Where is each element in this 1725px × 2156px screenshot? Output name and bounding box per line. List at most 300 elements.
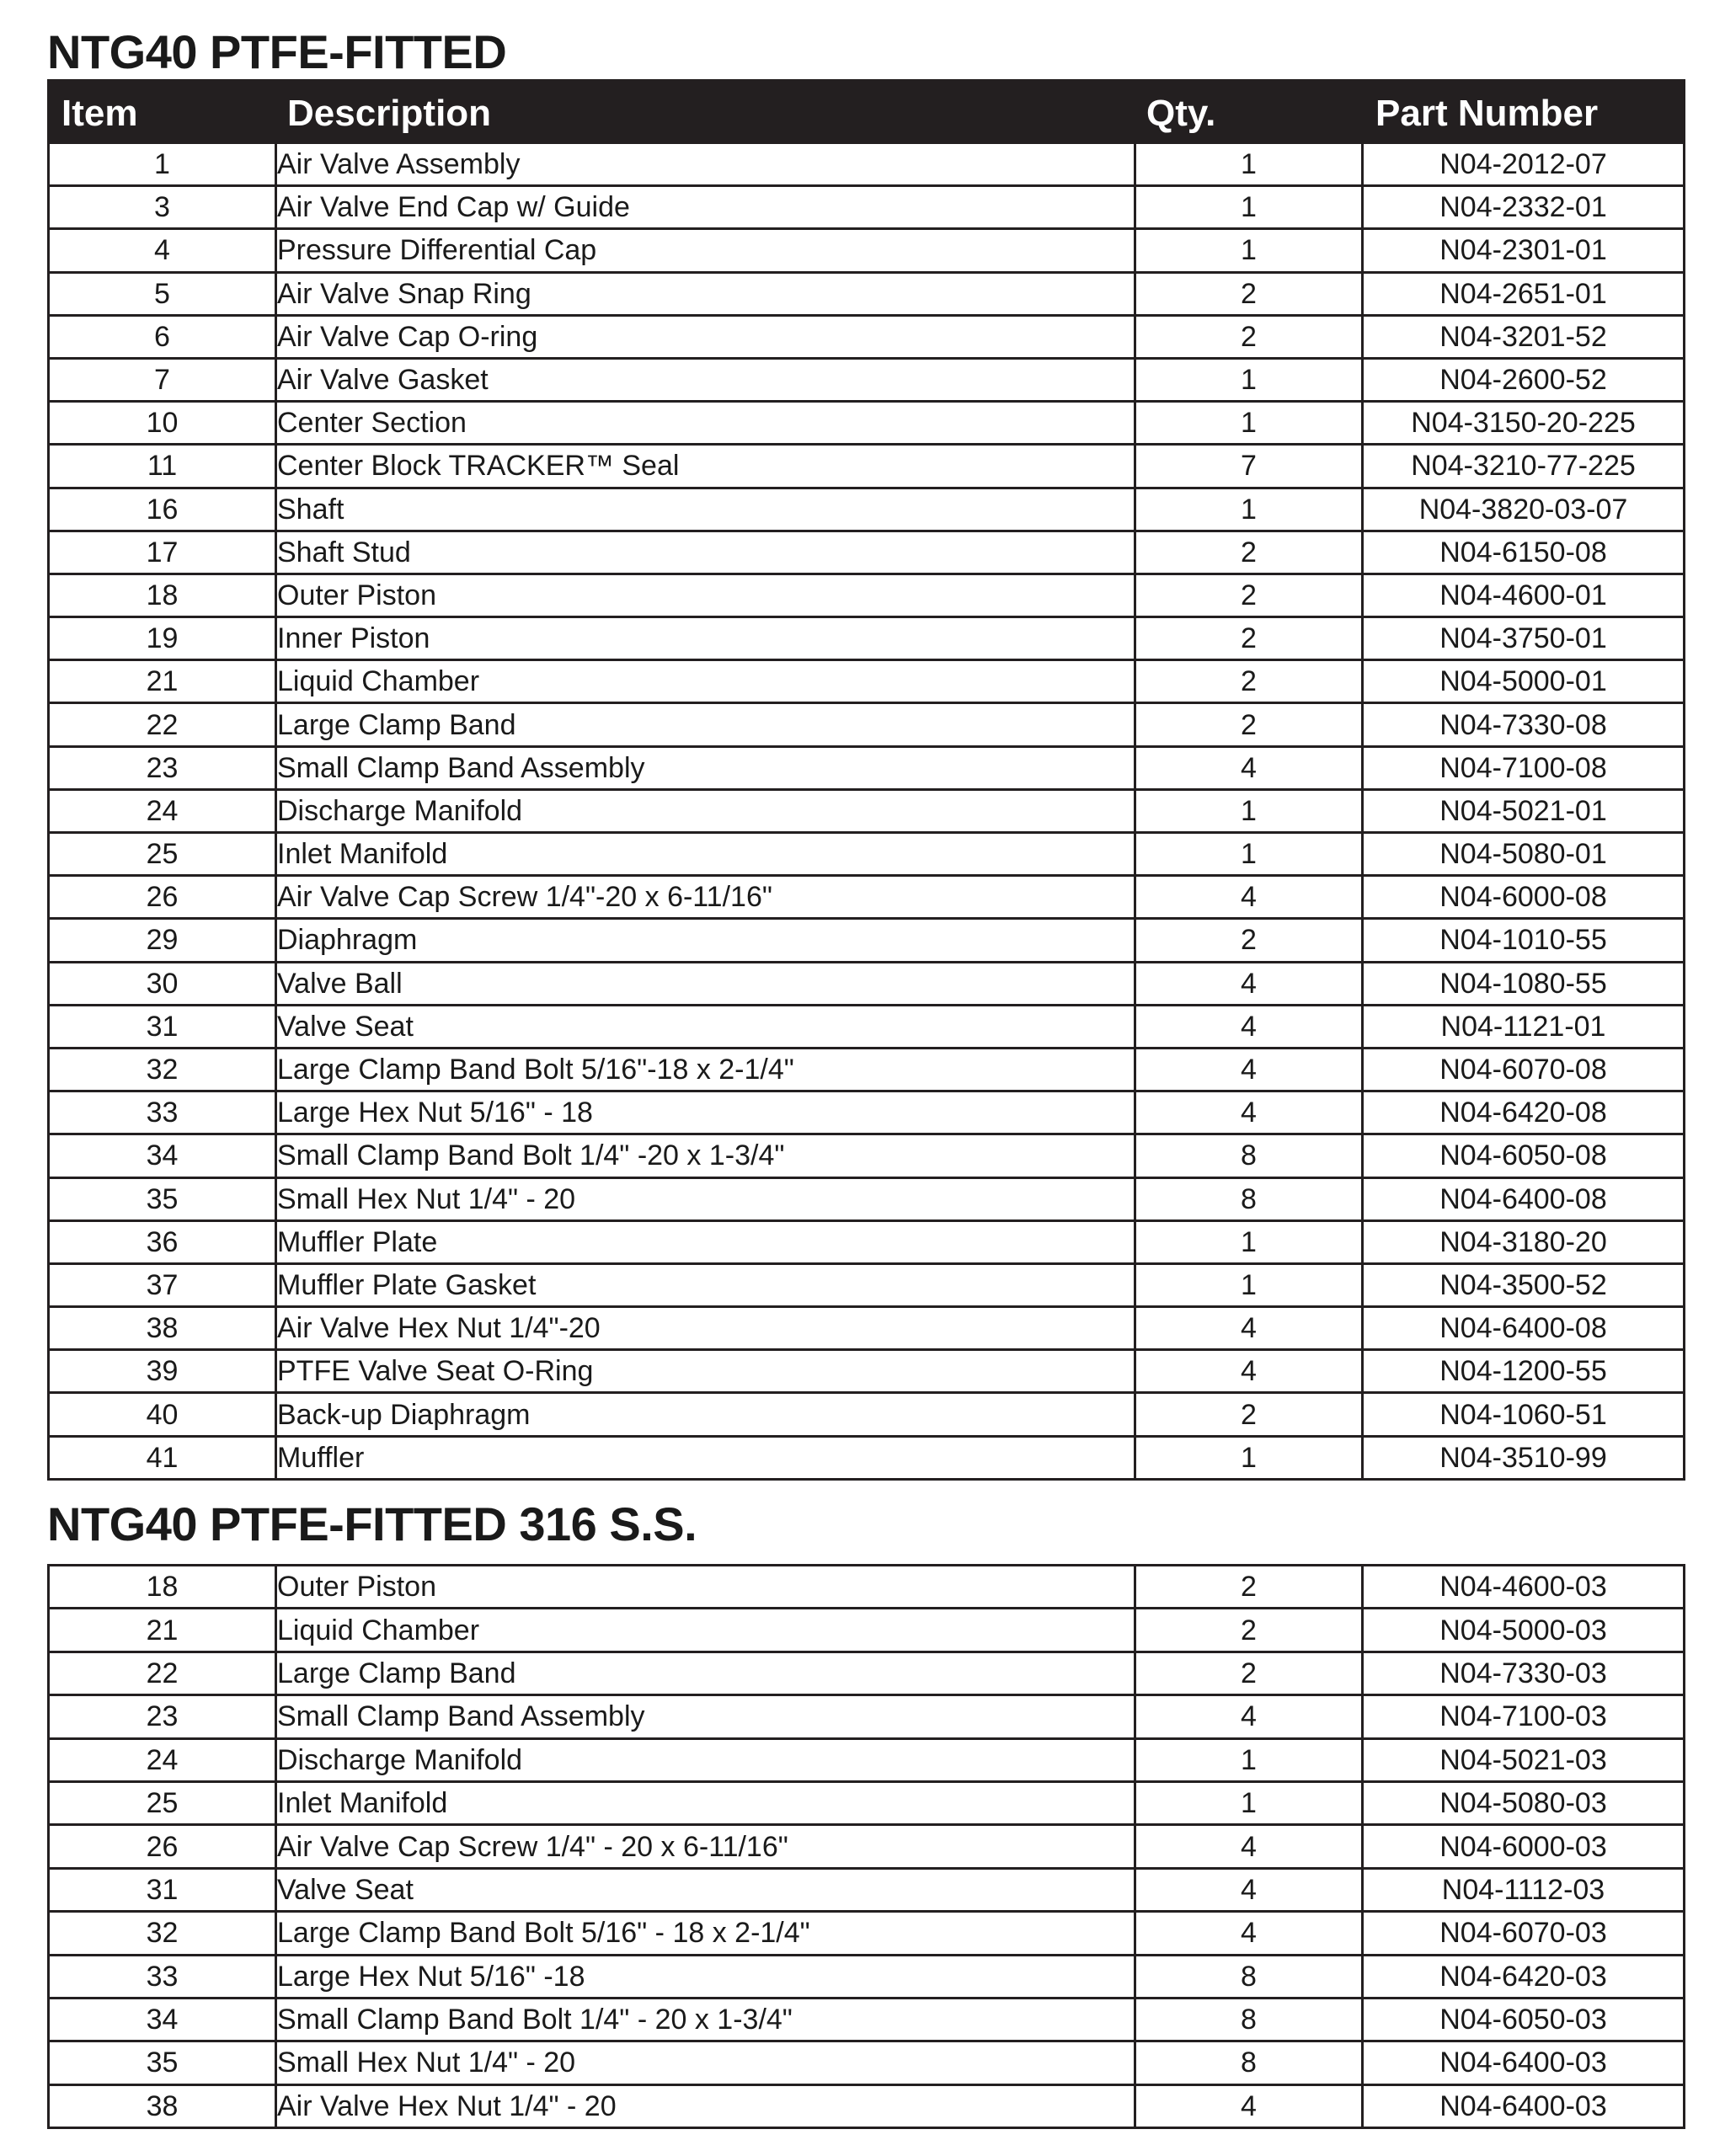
cell-part-number-text: N04-6420-03 [1439, 1960, 1607, 1993]
cell-item-text: 7 [154, 364, 170, 397]
table-row [49, 1566, 1685, 1609]
cell-qty-text: 4 [1241, 1873, 1257, 1906]
cell-description-text: Valve Ball [277, 967, 403, 1000]
cell-description [276, 1177, 1135, 1220]
table-row [49, 1393, 1685, 1436]
cell-qty [1135, 2084, 1363, 2127]
cell-description [276, 1781, 1135, 1824]
cell-qty-text: 1 [1241, 364, 1257, 397]
cell-part-number-text: N04-2301-01 [1439, 234, 1607, 267]
cell-description [276, 315, 1135, 358]
cell-qty-text: 1 [1241, 234, 1257, 267]
cell-item-text: 16 [146, 493, 179, 526]
cell-part-number [1363, 1177, 1685, 1220]
cell-part-number-text: N04-5021-01 [1439, 794, 1607, 827]
cell-description [276, 1609, 1135, 1652]
cell-qty [1135, 1436, 1363, 1479]
cell-description [276, 1912, 1135, 1955]
cell-qty [1135, 617, 1363, 660]
cell-qty-text: 1 [1241, 1225, 1257, 1258]
section-title-ptfe-fitted: NTG40 PTFE-FITTED [47, 25, 507, 78]
cell-part-number [1363, 186, 1685, 229]
cell-qty [1135, 876, 1363, 919]
table-row [49, 1609, 1685, 1652]
cell-qty [1135, 1005, 1363, 1048]
cell-qty [1135, 789, 1363, 832]
table-row [49, 1177, 1685, 1220]
table-row [49, 2084, 1685, 2127]
cell-part-number-text: N04-1060-51 [1439, 1398, 1607, 1431]
cell-qty-text: 2 [1241, 320, 1257, 353]
cell-qty [1135, 660, 1363, 703]
cell-item-text: 26 [146, 881, 179, 914]
cell-part-number [1363, 1868, 1685, 1911]
cell-qty [1135, 962, 1363, 1005]
cell-description [276, 1220, 1135, 1263]
table-row [49, 229, 1685, 272]
cell-item-text: 17 [146, 536, 179, 568]
cell-part-number-text: N04-2600-52 [1439, 364, 1607, 397]
cell-description [276, 1263, 1135, 1306]
cell-item [49, 789, 276, 832]
table-row [49, 1436, 1685, 1479]
cell-item [49, 1220, 276, 1263]
cell-description [276, 1566, 1135, 1609]
cell-description-text: Small Clamp Band Bolt 1/4" -20 x 1-3/4" [277, 1139, 785, 1172]
cell-description [276, 445, 1135, 488]
table-row [49, 574, 1685, 616]
cell-part-number-text: N04-6150-08 [1439, 536, 1607, 568]
cell-description [276, 186, 1135, 229]
table-row [49, 402, 1685, 445]
cell-part-number [1363, 1393, 1685, 1436]
cell-part-number [1363, 445, 1685, 488]
cell-item-text: 22 [146, 1657, 179, 1689]
cell-qty-text: 4 [1241, 881, 1257, 914]
cell-item-text: 34 [146, 2004, 179, 2036]
cell-part-number [1363, 962, 1685, 1005]
cell-part-number-text: N04-6050-03 [1439, 2004, 1607, 2036]
cell-qty [1135, 445, 1363, 488]
cell-description [276, 402, 1135, 445]
cell-qty-text: 2 [1241, 1657, 1257, 1689]
cell-part-number-text: N04-3510-99 [1439, 1441, 1607, 1474]
cell-part-number [1363, 1005, 1685, 1048]
cell-description [276, 703, 1135, 746]
cell-item-text: 4 [154, 234, 170, 267]
cell-qty-text: 2 [1241, 665, 1257, 698]
cell-part-number-text: N04-1010-55 [1439, 924, 1607, 957]
table-row [49, 1350, 1685, 1393]
section-title-ptfe-fitted-316ss: NTG40 PTFE-FITTED 316 S.S. [47, 1497, 697, 1550]
cell-description [276, 1005, 1135, 1048]
cell-part-number-text: N04-5080-03 [1439, 1787, 1607, 1820]
cell-qty [1135, 1307, 1363, 1350]
cell-description-text: Shaft Stud [277, 536, 411, 568]
cell-qty [1135, 1134, 1363, 1177]
cell-part-number [1363, 1220, 1685, 1263]
cell-part-number [1363, 1307, 1685, 1350]
cell-description [276, 660, 1135, 703]
cell-description [276, 1868, 1135, 1911]
cell-description-text: Air Valve Gasket [277, 364, 489, 397]
cell-description-text: Large Hex Nut 5/16" -18 [277, 1960, 585, 1993]
cell-qty-text: 8 [1241, 1182, 1257, 1215]
cell-description-text: Liquid Chamber [277, 1614, 480, 1646]
cell-item [49, 876, 276, 919]
cell-item-text: 23 [146, 1700, 179, 1733]
cell-part-number [1363, 919, 1685, 962]
cell-part-number [1363, 876, 1685, 919]
cell-part-number [1363, 143, 1685, 186]
cell-description [276, 833, 1135, 876]
cell-item [49, 1350, 276, 1393]
cell-description-text: Air Valve Hex Nut 1/4"-20 [277, 1312, 601, 1345]
cell-qty-text: 4 [1241, 1010, 1257, 1043]
cell-description-text: Muffler Plate Gasket [277, 1268, 537, 1301]
cell-description-text: Center Block TRACKER™ Seal [277, 450, 680, 483]
cell-qty [1135, 531, 1363, 574]
cell-part-number-text: N04-5021-03 [1439, 1743, 1607, 1776]
cell-item [49, 1393, 276, 1436]
table-row [49, 962, 1685, 1005]
cell-item [49, 445, 276, 488]
cell-part-number [1363, 746, 1685, 789]
cell-qty-text: 4 [1241, 967, 1257, 1000]
cell-qty [1135, 1652, 1363, 1694]
cell-qty-text: 4 [1241, 2089, 1257, 2122]
cell-description-text: Air Valve Snap Ring [277, 277, 531, 310]
cell-qty [1135, 1350, 1363, 1393]
cell-description-text: Small Clamp Band Assembly [277, 1700, 645, 1733]
cell-description-text: Inner Piston [277, 622, 430, 655]
cell-qty-text: 4 [1241, 1830, 1257, 1863]
table-row [49, 531, 1685, 574]
cell-part-number-text: N04-2332-01 [1439, 191, 1607, 224]
cell-qty-text: 2 [1241, 277, 1257, 310]
cell-qty [1135, 1955, 1363, 1998]
cell-description-text: Air Valve Cap Screw 1/4"-20 x 6-11/16" [277, 881, 772, 914]
cell-part-number [1363, 1738, 1685, 1781]
cell-part-number-text: N04-6070-03 [1439, 1917, 1607, 1950]
cell-item [49, 660, 276, 703]
cell-part-number [1363, 789, 1685, 832]
cell-qty [1135, 272, 1363, 315]
cell-description [276, 746, 1135, 789]
cell-item [49, 1048, 276, 1091]
cell-item-text: 11 [147, 450, 178, 483]
cell-part-number [1363, 1609, 1685, 1652]
cell-item [49, 1436, 276, 1479]
cell-description-text: Pressure Differential Cap [277, 234, 597, 267]
cell-part-number-text: N04-7100-08 [1439, 751, 1607, 784]
table-row [49, 1825, 1685, 1868]
cell-description-text: PTFE Valve Seat O-Ring [277, 1355, 594, 1388]
cell-qty-text: 1 [1241, 407, 1257, 440]
cell-part-number-text: N04-3500-52 [1439, 1268, 1607, 1301]
cell-qty [1135, 1177, 1363, 1220]
cell-item-text: 26 [146, 1830, 179, 1863]
cell-part-number-text: N04-6400-03 [1439, 2089, 1607, 2122]
cell-qty-text: 2 [1241, 536, 1257, 568]
cell-item [49, 2041, 276, 2084]
cell-part-number-text: N04-6070-08 [1439, 1054, 1607, 1086]
cell-part-number-text: N04-6420-08 [1439, 1097, 1607, 1129]
cell-item-text: 32 [146, 1054, 179, 1086]
cell-part-number [1363, 2084, 1685, 2127]
cell-description-text: Valve Seat [277, 1010, 414, 1043]
cell-qty-text: 2 [1241, 708, 1257, 741]
table-row [49, 2041, 1685, 2084]
cell-item-text: 36 [146, 1225, 179, 1258]
cell-part-number [1363, 358, 1685, 401]
cell-qty [1135, 746, 1363, 789]
cell-qty-text: 8 [1241, 2004, 1257, 2036]
table-row [49, 143, 1685, 186]
cell-part-number-text: N04-4600-01 [1439, 579, 1607, 611]
cell-description-text: Liquid Chamber [277, 665, 480, 698]
cell-part-number [1363, 1134, 1685, 1177]
cell-description-text: Air Valve Hex Nut 1/4" - 20 [277, 2089, 617, 2122]
table-row [49, 1048, 1685, 1091]
cell-item-text: 22 [146, 708, 179, 741]
table-row [49, 315, 1685, 358]
cell-qty [1135, 358, 1363, 401]
cell-description [276, 919, 1135, 962]
cell-description [276, 1652, 1135, 1694]
cell-part-number [1363, 1955, 1685, 1998]
cell-part-number-text: N04-5000-03 [1439, 1614, 1607, 1646]
cell-item-text: 37 [146, 1268, 179, 1301]
cell-description [276, 1825, 1135, 1868]
cell-part-number [1363, 272, 1685, 315]
cell-description-text: Discharge Manifold [277, 794, 523, 827]
cell-item [49, 1652, 276, 1694]
cell-item-text: 23 [146, 751, 179, 784]
cell-item-text: 6 [154, 320, 170, 353]
cell-description-text: Air Valve Cap O-ring [277, 320, 538, 353]
cell-description [276, 962, 1135, 1005]
cell-part-number-text: N04-2012-07 [1439, 148, 1607, 181]
table-row [49, 833, 1685, 876]
cell-description [276, 1955, 1135, 1998]
table-row [49, 1263, 1685, 1306]
table-row [49, 1738, 1685, 1781]
cell-qty-text: 7 [1241, 450, 1257, 483]
cell-qty [1135, 488, 1363, 531]
cell-part-number [1363, 1263, 1685, 1306]
cell-item [49, 1091, 276, 1134]
cell-part-number-text: N04-7330-03 [1439, 1657, 1607, 1689]
table-row [49, 1005, 1685, 1048]
cell-item-text: 1 [154, 148, 170, 181]
table-body [49, 1566, 1685, 2128]
cell-description-text: Small Hex Nut 1/4" - 20 [277, 2047, 576, 2079]
cell-part-number-text: N04-4600-03 [1439, 1571, 1607, 1604]
cell-description [276, 1350, 1135, 1393]
cell-part-number [1363, 660, 1685, 703]
cell-item [49, 1263, 276, 1306]
cell-item-text: 29 [146, 924, 179, 957]
cell-item-text: 30 [146, 967, 179, 1000]
cell-item [49, 1177, 276, 1220]
header-item: Item [49, 81, 276, 143]
cell-part-number [1363, 703, 1685, 746]
cell-qty-text: 1 [1241, 794, 1257, 827]
cell-part-number-text: N04-1112-03 [1441, 1873, 1605, 1906]
cell-part-number [1363, 1695, 1685, 1738]
cell-qty [1135, 1091, 1363, 1134]
cell-part-number [1363, 1652, 1685, 1694]
cell-part-number [1363, 1048, 1685, 1091]
cell-part-number-text: N04-5000-01 [1439, 665, 1607, 698]
table-row [49, 617, 1685, 660]
cell-item [49, 143, 276, 186]
cell-item [49, 1609, 276, 1652]
cell-description [276, 1048, 1135, 1091]
cell-item-text: 31 [146, 1010, 179, 1043]
cell-item-text: 39 [146, 1355, 179, 1388]
cell-item [49, 1781, 276, 1824]
table-row [49, 358, 1685, 401]
cell-part-number-text: N04-6400-08 [1439, 1182, 1607, 1215]
table-row [49, 1695, 1685, 1738]
cell-item-text: 21 [146, 665, 179, 698]
cell-description-text: Inlet Manifold [277, 1787, 448, 1820]
cell-item [49, 186, 276, 229]
table-row [49, 919, 1685, 962]
cell-description-text: Inlet Manifold [277, 838, 448, 871]
cell-part-number [1363, 1436, 1685, 1479]
cell-part-number-text: N04-7100-03 [1439, 1700, 1607, 1733]
cell-item-text: 33 [146, 1097, 179, 1129]
cell-item-text: 41 [146, 1441, 179, 1474]
cell-part-number-text: N04-6400-08 [1439, 1312, 1607, 1345]
cell-description [276, 488, 1135, 531]
table-row [49, 488, 1685, 531]
cell-item [49, 358, 276, 401]
cell-part-number-text: N04-1121-01 [1440, 1010, 1606, 1043]
cell-description-text: Muffler [277, 1441, 365, 1474]
cell-description-text: Air Valve End Cap w/ Guide [277, 191, 630, 224]
cell-description [276, 358, 1135, 401]
cell-item-text: 35 [146, 1182, 179, 1215]
cell-part-number-text: N04-6050-08 [1439, 1139, 1607, 1172]
cell-description-text: Valve Seat [277, 1873, 414, 1906]
cell-description [276, 617, 1135, 660]
cell-description [276, 143, 1135, 186]
cell-description-text: Air Valve Assembly [277, 148, 521, 181]
parts-table-ptfe-fitted-316ss [47, 1564, 1685, 2129]
cell-part-number [1363, 1781, 1685, 1824]
cell-description [276, 2041, 1135, 2084]
table-row [49, 1912, 1685, 1955]
cell-item [49, 962, 276, 1005]
cell-qty-text: 1 [1241, 1441, 1257, 1474]
cell-item [49, 272, 276, 315]
cell-item-text: 18 [146, 1571, 179, 1604]
cell-qty [1135, 1695, 1363, 1738]
cell-description [276, 1738, 1135, 1781]
cell-part-number-text: N04-1080-55 [1439, 967, 1607, 1000]
cell-item [49, 1955, 276, 1998]
cell-qty [1135, 1781, 1363, 1824]
cell-qty-text: 4 [1241, 1054, 1257, 1086]
cell-item [49, 1005, 276, 1048]
cell-qty-text: 8 [1241, 1960, 1257, 1993]
cell-item-text: 3 [154, 191, 170, 224]
cell-description-text: Muffler Plate [277, 1225, 438, 1258]
cell-part-number [1363, 1912, 1685, 1955]
cell-description-text: Shaft [277, 493, 344, 526]
table-row [49, 1868, 1685, 1911]
cell-part-number [1363, 833, 1685, 876]
cell-part-number [1363, 1091, 1685, 1134]
table-header [49, 81, 1685, 143]
cell-item-text: 21 [146, 1614, 179, 1646]
cell-description [276, 1134, 1135, 1177]
cell-part-number-text: N04-5080-01 [1439, 838, 1607, 871]
table-row [49, 1307, 1685, 1350]
cell-part-number [1363, 617, 1685, 660]
header-part-number: Part Number [1363, 81, 1685, 143]
cell-qty-text: 4 [1241, 1312, 1257, 1345]
cell-part-number-text: N04-6400-03 [1439, 2047, 1607, 2079]
parts-table-ptfe-fitted [47, 79, 1685, 1481]
cell-item-text: 5 [154, 277, 170, 310]
cell-qty [1135, 1738, 1363, 1781]
cell-item-text: 19 [146, 622, 179, 655]
cell-part-number-text: N04-3201-52 [1439, 320, 1607, 353]
cell-item [49, 1307, 276, 1350]
cell-item [49, 919, 276, 962]
cell-part-number-text: N04-3150-20-225 [1411, 407, 1636, 440]
cell-item [49, 531, 276, 574]
cell-part-number [1363, 402, 1685, 445]
cell-description [276, 876, 1135, 919]
cell-item-text: 24 [146, 1743, 179, 1776]
cell-qty [1135, 315, 1363, 358]
cell-item-text: 18 [146, 579, 179, 611]
table-row [49, 1091, 1685, 1134]
cell-qty-text: 2 [1241, 1571, 1257, 1604]
table-row [49, 876, 1685, 919]
cell-part-number-text: N04-7330-08 [1439, 708, 1607, 741]
cell-qty-text: 2 [1241, 622, 1257, 655]
cell-part-number-text: N04-3210-77-225 [1411, 450, 1636, 483]
table-row [49, 703, 1685, 746]
cell-qty [1135, 1263, 1363, 1306]
cell-part-number [1363, 2041, 1685, 2084]
cell-item [49, 402, 276, 445]
cell-qty [1135, 833, 1363, 876]
cell-item [49, 2084, 276, 2127]
cell-description-text: Large Clamp Band Bolt 5/16"-18 x 2-1/4" [277, 1054, 794, 1086]
cell-description [276, 574, 1135, 616]
cell-item [49, 1738, 276, 1781]
cell-part-number [1363, 1998, 1685, 2041]
cell-qty [1135, 919, 1363, 962]
cell-description [276, 789, 1135, 832]
cell-qty-text: 8 [1241, 2047, 1257, 2079]
cell-item [49, 1825, 276, 1868]
cell-qty [1135, 574, 1363, 616]
cell-qty [1135, 1912, 1363, 1955]
cell-item-text: 25 [146, 1787, 179, 1820]
table-row [49, 789, 1685, 832]
cell-item [49, 315, 276, 358]
cell-qty [1135, 2041, 1363, 2084]
